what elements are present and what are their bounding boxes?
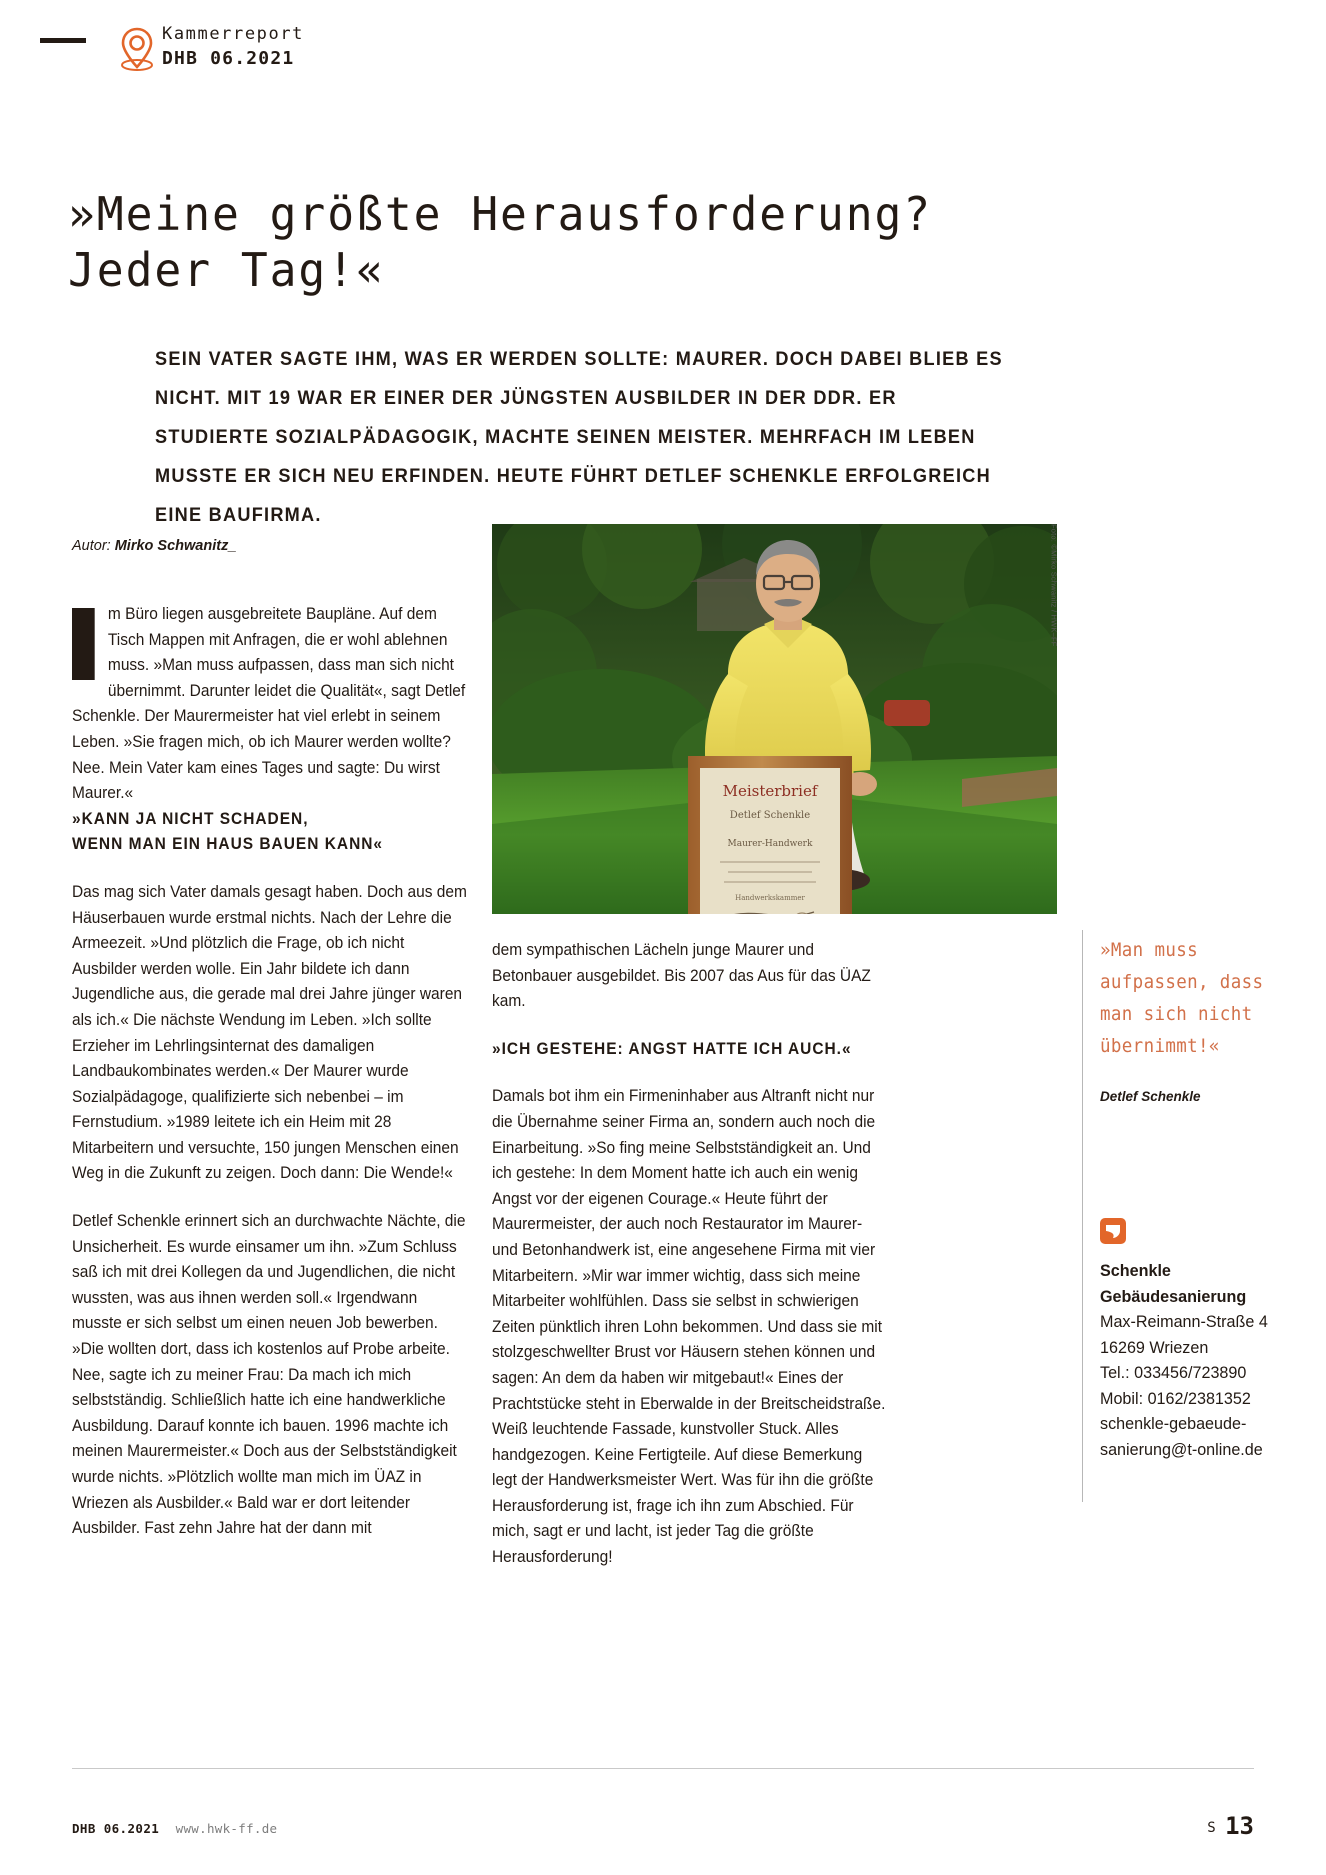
paragraph: m Büro liegen ausgebreitete Baupläne. Auf dem Tisch Mappen mit Anfragen, die er wohl ablehnen muss. »Man muss aufpassen, dass man sich nicht übernimmt. Darunter leidet die Qualität«, sagt Detlef Schenkle. Der Maurermeister hat viel erlebt in seinem Leben. »Sie fragen mich, ob ich Maurer werden wollte? Nee. Mein Vater kam eines Tages und sagte: Du wirst Maurer.«: [72, 605, 466, 803]
page-number: 13: [1225, 1812, 1254, 1840]
contact-street: Max-Reimann-Straße 4: [1100, 1312, 1268, 1331]
pull-quote-attribution: Detlef Schenkle: [1100, 1089, 1201, 1104]
headline-line-1: »Meine größte Herausforderung?: [68, 187, 933, 241]
company-name-line-2: Gebäudesanierung: [1100, 1286, 1247, 1306]
page-title: [68, 186, 1135, 298]
pull-quote: »Man muss aufpassen, dass man sich nicht übernimmt!«: [1100, 939, 1264, 1057]
subheading-line-1: »KANN JA NICHT SCHADEN,: [72, 809, 309, 828]
location-pin-icon: [118, 26, 156, 72]
section-subheading: »ICH GESTEHE: ANGST HATTE ICH AUCH.«: [492, 1039, 852, 1058]
photo-credit: [1047, 524, 1061, 694]
photo-credit-text: Foto: ©Mirko Schwanitz / HWK–FF: [1049, 524, 1059, 647]
paragraph: Detlef Schenkle erinnert sich an durchwachte Nächte, die Unsicherheit. Es wurde einsamer um ihn. »Zum Schluss saß ich mit drei Kollegen da und Jugendlichen, die nicht wussten, was aus ihnen werden soll.« Irgendwann musste er sich selbst um einen neuen Job bewerben. »Die wollten dort, dass ich kostenlos auf Probe arbeite. Nee, sagte ich zu meiner Frau: Da mach ich mich selbstständig. Schließlich hatte ich eine handwerkliche Ausbildung. Darauf konnte ich bauen. 1996 machte ich meinen Maurermeister.« Doch aus der Selbstständigkeit wurde nichts. »Plötzlich wollte man mich im ÜAZ in Wriezen als Ausbilder.« Bald war er dort leitender Ausbilder. Fast zehn Jahre hat der dann mit: [72, 1212, 466, 1538]
contact-phone[interactable]: Tel.: 033456/723890: [1100, 1363, 1247, 1382]
headline-line-2: Jeder Tag!«: [68, 243, 385, 297]
svg-text:Meisterbrief: Meisterbrief: [722, 782, 818, 800]
author-label: Autor:: [72, 538, 111, 554]
masthead-issue: DHB 06.2021: [162, 48, 295, 69]
contact-email-line-1[interactable]: schenkle-gebaeude-: [1100, 1414, 1247, 1433]
paragraph: Damals bot ihm ein Firmeninhaber aus Altranft nicht nur die Übernahme seiner Firma an, sondern auch noch die Einarbeitung. »So fing meine Selbstständigkeit an. Und ich gestehe: In dem Moment hatte ich auch ein wenig Angst vor der eigenen Courage.« Heute führt der Maurermeister, der auch noch Restaurator im Maurer- und Betonhandwerk ist, eine angesehene Firma mit vier Mitarbeitern. »Mir war immer wichtig, dass sich meine Mitarbeiter wohlfühlen. Dass sie selbst in schwierigen Zeiten pünktlich ihren Lohn bekommen. Und dass sie mit stolzgeschwellter Brust vor Häusern stehen können und sagen: An dem da haben wir mitgebaut!« Eines der Prachtstücke steht in Eberwalde in der Breitscheidstraße. Weiß leuchtende Fassade, kunstvoller Stuck. Alles handgezogen. Keine Fertigteile. Auf diese Bemerkung legt der Handwerksmeister Wert. Was für ihn die größte Herausforderung ist, frage ich ihn zum Abschied. Für mich, sagt er und lacht, ist jeder Tag die größte Herausforderung!: [492, 1087, 886, 1567]
footer-issue: DHB 06.2021: [72, 1821, 160, 1836]
subheading-line-2: WENN MAN EIN HAUS BAUEN KANN«: [72, 835, 384, 854]
contact-box: [1100, 1218, 1310, 1462]
section-subheading: [72, 807, 469, 858]
body-column-middle: [492, 938, 889, 1571]
article-photo: [492, 524, 1057, 914]
bird-arrow-icon: [1100, 1218, 1126, 1244]
svg-text:Detlef Schenkle: Detlef Schenkle: [729, 810, 811, 821]
sidebar-divider: [1082, 930, 1083, 1502]
masthead: [40, 24, 1286, 84]
contact-city: 16269 Wriezen: [1100, 1337, 1209, 1357]
body-column-left: [72, 602, 469, 1542]
contact-email-line-2[interactable]: sanierung@t-online.de: [1100, 1439, 1263, 1459]
page-prefix: S: [1207, 1820, 1216, 1836]
contact-details: [1100, 1258, 1300, 1462]
lead-paragraph: SEIN VATER SAGTE IHM, WAS ER WERDEN SOLLTE: MAURER. DOCH DABEI BLIEB ES NICHT. MIT 19 WAR ER EINER DER JÜNGSTEN AUSBILDER IN DER DDR. ER STUDIERTE SOZIALPÄDAGOGIK, MACHTE SEINEN MEISTER. MEHRFACH IM LEBEN MUSSTE ER SICH NEU ERFINDEN. HEUTE FÜHRT DETLEF SCHENKLE ERFOLGREICH EINE BAUFIRMA.: [155, 348, 1003, 526]
company-name-line-1: Schenkle: [1100, 1261, 1171, 1280]
paragraph: Das mag sich Vater damals gesagt haben. Doch aus dem Häuserbauen wurde erstmal nichts. Nach der Lehre die Armeezeit. »Und plötzlich die Frage, ob ich nicht Ausbilder werden wolle. Ein Jahr bildete ich dann Jugendliche aus, die gerade mal drei Jahre jünger waren als ich.« Die nächste Wendung im Leben. »Ich sollte Erzieher im Lehrlingsinternat des damaligen Landbaukombinates werden.« Der Maurer wurde Sozialpädagoge, qualifizierte sich nebenbei – im Fernstudium. »1989 leitete ich ein Heim mit 28 Mitarbeitern und versuchte, 150 jungen Menschen einen Weg in die Zukunft zu zeigen. Doch dann: Die Wende!«: [72, 882, 467, 1183]
svg-text:Maurer-Handwerk: Maurer-Handwerk: [727, 839, 813, 849]
author-name: Mirko Schwanitz_: [114, 538, 237, 554]
footer-left: [72, 1820, 277, 1838]
dropcap-paragraph: [72, 602, 469, 807]
author-byline: [72, 538, 236, 554]
svg-text:Handwerkskammer: Handwerkskammer: [735, 894, 805, 902]
masthead-text: [162, 24, 304, 71]
footer-url[interactable]: www.hwk-ff.de: [175, 1821, 278, 1836]
footer-rule: [72, 1768, 1254, 1769]
contact-mobile[interactable]: Mobil: 0162/2381352: [1100, 1388, 1251, 1408]
footer-right: [1207, 1812, 1254, 1840]
masthead-kicker: Kammerreport: [162, 24, 305, 44]
paragraph: dem sympathischen Lächeln junge Maurer und Betonbauer ausgebildet. Bis 2007 das Aus für das ÜAZ kam.: [492, 941, 871, 1011]
masthead-rule: [40, 38, 86, 43]
dropcap-letter: [72, 608, 95, 680]
